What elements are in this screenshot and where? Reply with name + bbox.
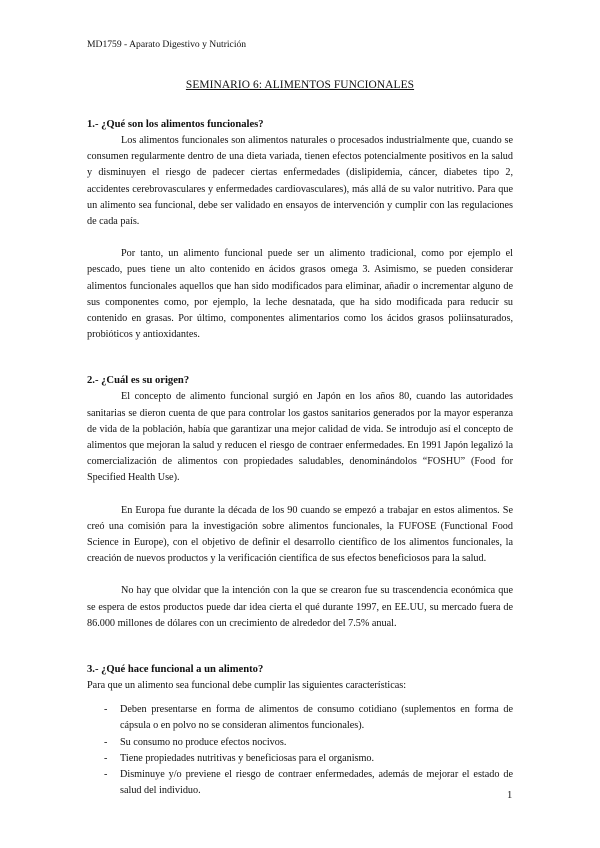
dash-marker: - bbox=[104, 769, 108, 781]
paragraph: No hay que olvidar que la intención con la que se crearon fue su trascendencia económica que se espera de estos productos puede dar idea cierta el qué durante 1997, en EE.UU, su mercado fuera de 86.000 millones de dólares con un crecimiento de alrededor del 7.5% anual. bbox=[87, 585, 513, 629]
page-number: 1 bbox=[507, 790, 513, 801]
list-item: - Tiene propiedades nutritivas y beneficiosas para el organismo. bbox=[87, 751, 513, 767]
dash-marker: - bbox=[104, 752, 108, 764]
paragraph: El concepto de alimento funcional surgió en Japón en los años 80, cuando las autoridades sanitarias se dieron cuenta de que para controlar los gastos sanitarios generados por la mayor esperanza de vida de la población, había que garantizar una mejor calidad de vida. Se introdujo así el concepto de alimentos que mejoran la salud y reducen el riesgo de contraer enfermedades. En 1991 Japón legalizó la comercialización de alimentos con propiedades saludables, denominándolos “FOSHU” (Food for Specified Health Use). bbox=[87, 391, 513, 484]
bullet-list bbox=[87, 702, 513, 799]
section-heading: 2.- ¿Cuál es su origen? bbox=[87, 375, 190, 387]
section-3 bbox=[87, 662, 513, 799]
paragraph: Para que un alimento sea funcional debe cumplir las siguientes características: bbox=[87, 680, 407, 692]
dash-marker: - bbox=[104, 704, 108, 716]
section-2 bbox=[87, 373, 513, 632]
list-item: - Disminuye y/o previene el riesgo de contraer enfermedades, además de mejorar el estado de salud del individuo. bbox=[104, 769, 513, 797]
section-heading: 1.- ¿Qué son los alimentos funcionales? bbox=[87, 119, 264, 130]
paragraph: Los alimentos funcionales son alimentos naturales o procesados industrialmente que, cuando se consumen regularmente dentro de una dieta variada, tienen efectos potencialmente positivos en la salud y disminuyen el riesgo de padecer ciertas enfermedades (dislipidemia, cáncer, diabetes tipo 2, accidentes cerebrovasculares y enfermedades cardiovasculares), más allá de su valor nutritivo. Para que un alimento sea funcional, debe ser validado en ensayos de intervención y cumplir con las regulaciones de cada país. bbox=[87, 135, 513, 228]
section-1 bbox=[87, 117, 513, 343]
paragraph: En Europa fue durante la década de los 90 cuando se empezó a trabajar en estos alimentos. Se creó una comisión para la investigación sobre alimentos funcionales, la FUFOSE (Functional Food Science in Europe), con el objetivo de definir el desarrollo científico de los alimentos funcionales, la creación de nuevos productos y la verificación científica de sus efectos beneficiosos para la salud. bbox=[87, 504, 513, 565]
paragraph: Por tanto, un alimento funcional puede ser un alimento tradicional, como por ejemplo el pescado, pues tiene un alto contenido en ácidos grasos omega 3. Asimismo, se pueden considerar alimentos funcionales aquellos que han sido modificados para eliminar, añadir o incrementar alguno de sus componentes como, por ejemplo, la leche desnatada, que ha sido modificada para reducir su contenido en grasas. Por último, componentes alimentarios como los ácidos grasos poliinsaturados, probióticos y antioxidantes. bbox=[87, 248, 513, 341]
section-heading: 3.- ¿Qué hace funcional a un alimento? bbox=[87, 664, 264, 676]
page-title: SEMINARIO 6: ALIMENTOS FUNCIONALES bbox=[185, 79, 415, 91]
list-item: - Deben presentarse en forma de alimentos de consumo cotidiano (suplementos en forma de cápsula o en polvo no se consideran alimentos funcionales). bbox=[104, 704, 513, 732]
dash-marker: - bbox=[104, 736, 108, 748]
running-header: MD1759 - Aparato Digestivo y Nutrición bbox=[87, 39, 247, 50]
document-body bbox=[87, 117, 513, 800]
list-item: - Su consumo no produce efectos nocivos. bbox=[87, 735, 513, 751]
